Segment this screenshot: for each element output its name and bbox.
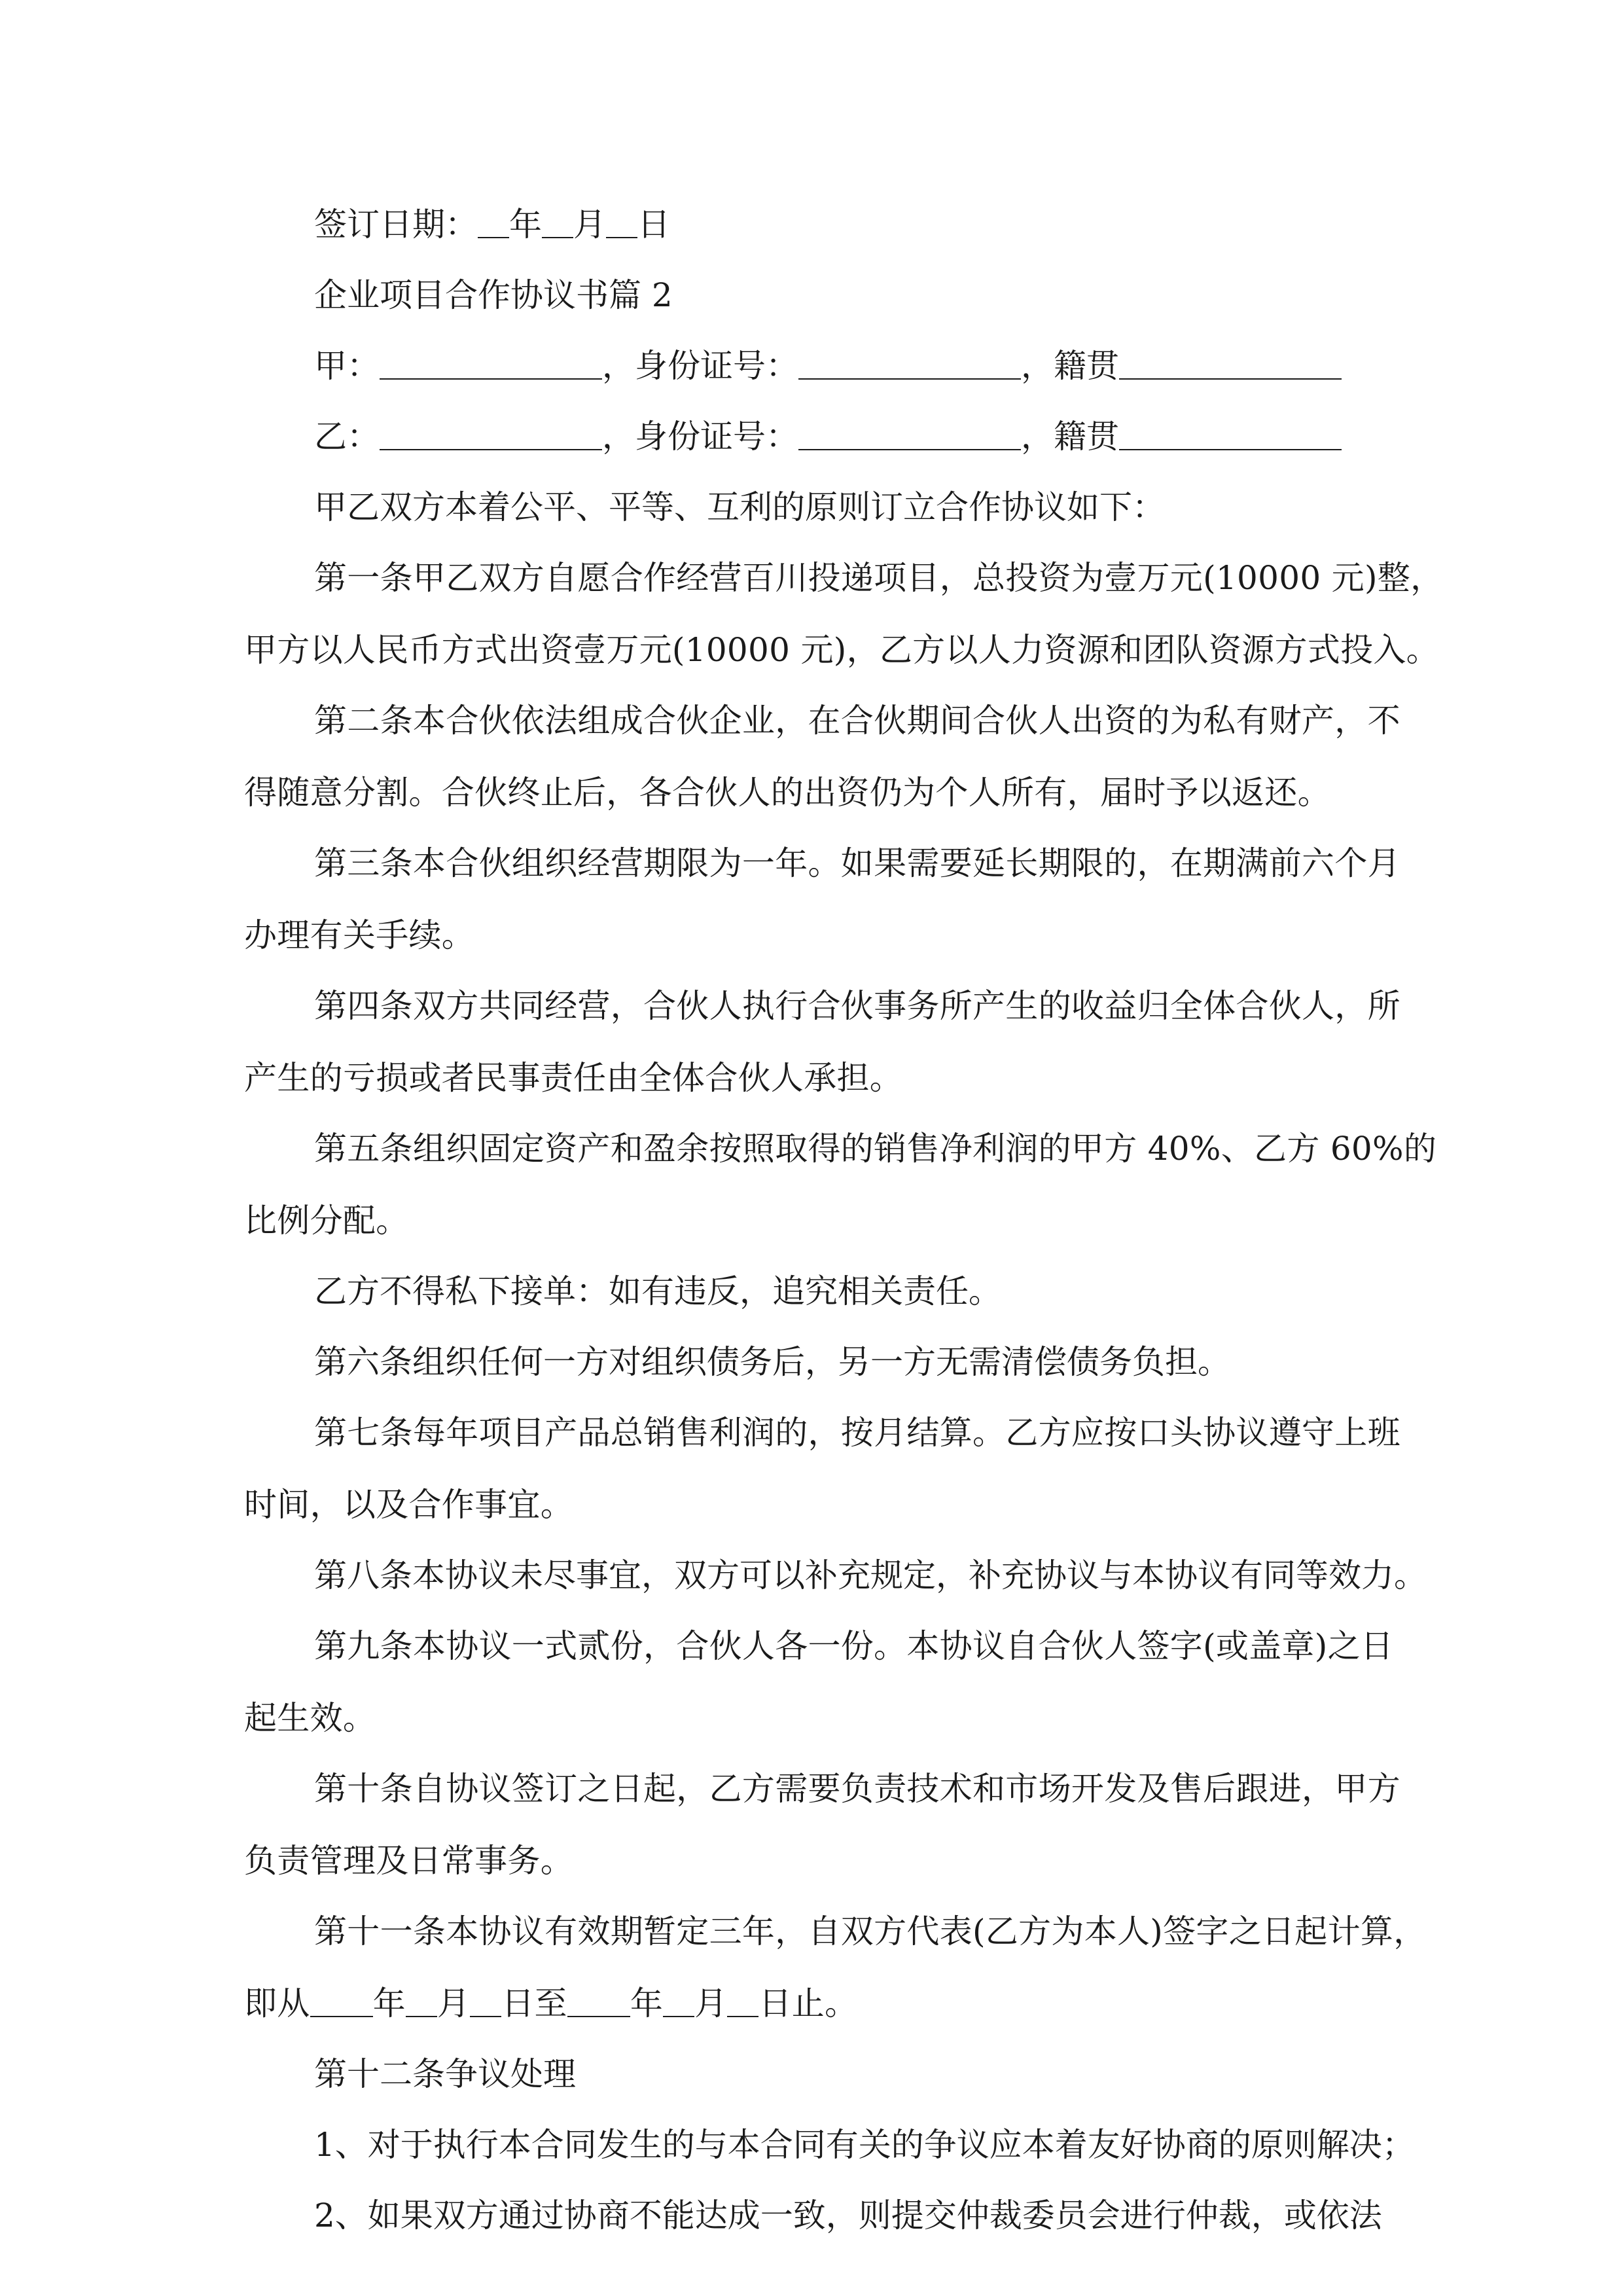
clause-2 xyxy=(244,698,1400,816)
blank-day[interactable] xyxy=(606,202,637,238)
clause-2-line-2: 得随意分割。合伙终止后，各合伙人的出资仍为个人所有，届时予以返还。 xyxy=(244,774,1330,812)
party-a-origin-field[interactable] xyxy=(1119,343,1342,380)
party-a-id-field[interactable] xyxy=(798,343,1021,380)
start-year-field[interactable] xyxy=(310,1981,373,2017)
dispute-item-2: 2、如果双方通过协商不能达成一致，则提交仲裁委员会进行仲裁，或依法 xyxy=(314,2197,1382,2234)
clause-9-line-1: 第九条本协议一式贰份，合伙人各一份。本协议自合伙人签字(或盖章)之日 xyxy=(314,1627,1394,1665)
clause-3 xyxy=(244,840,1400,958)
clause-11 xyxy=(244,1909,1427,2026)
clause-8: 第八条本协议未尽事宜，双方可以补充规定，补充协议与本协议有同等效力。 xyxy=(314,1556,1427,1594)
clause-4 xyxy=(244,983,1400,1101)
party-b-label: 乙： xyxy=(314,418,380,456)
sign-date-year: 年 xyxy=(509,206,542,243)
clause-10 xyxy=(244,1766,1400,1884)
clause-5 xyxy=(244,1126,1437,1244)
clause-11-start-year: 年 xyxy=(372,1984,406,2022)
sign-date-label: 签订日期： xyxy=(314,206,478,243)
party-a-origin-label: ，籍贯 xyxy=(1021,347,1119,385)
clause-7-line-2: 时间，以及合作事宜。 xyxy=(244,1486,573,1524)
start-month-field[interactable] xyxy=(406,1981,437,2017)
clause-5-line-1: 第五条组织固定资产和盈余按照取得的销售净利润的甲方 40%、乙方 60%的 xyxy=(314,1130,1437,1168)
sign-date-day: 日 xyxy=(637,206,670,243)
party-a-id-label: ，身份证号： xyxy=(602,347,798,385)
blank-month[interactable] xyxy=(542,202,573,238)
intro-paragraph: 甲乙双方本着公平、平等、互利的原则订立合作协议如下： xyxy=(314,488,1165,526)
end-year-field[interactable] xyxy=(567,1981,630,2017)
party-b-id-label: ，身份证号： xyxy=(602,418,798,456)
clause-4-line-1: 第四条双方共同经营，合伙人执行合伙事务所产生的收益归全体合伙人，所 xyxy=(314,987,1400,1025)
clause-7-line-1: 第七条每年项目产品总销售利润的，按月结算。乙方应按口头协议遵守上班 xyxy=(314,1414,1400,1452)
clause-11-line-1: 第十一条本协议有效期暂定三年，自双方代表(乙方为本人)签字之日起计算， xyxy=(314,1912,1427,1950)
start-day-field[interactable] xyxy=(470,1981,501,2017)
clause-11-day-to: 日至 xyxy=(501,1984,567,2022)
party-a-label: 甲： xyxy=(314,347,380,385)
sign-date-month: 月 xyxy=(573,206,606,243)
dispute-item-1: 1、对于执行本合同发生的与本合同有关的争议应本着友好协商的原则解决； xyxy=(314,2126,1415,2164)
sign-date-line xyxy=(244,202,1380,247)
clause-3-line-1: 第三条本合伙组织经营期限为一年。如果需要延长期限的，在期满前六个月 xyxy=(314,844,1400,882)
end-month-field[interactable] xyxy=(663,1981,694,2017)
party-b-origin-field[interactable] xyxy=(1119,414,1342,450)
clause-2-line-1: 第二条本合伙依法组成合伙企业，在合伙期间合伙人出资的为私有财产，不 xyxy=(314,702,1400,740)
note-paragraph: 乙方不得私下接单：如有违反，追究相关责任。 xyxy=(314,1272,1001,1310)
clause-6: 第六条组织任何一方对组织债务后，另一方无需清偿债务负担。 xyxy=(314,1343,1230,1381)
clause-7 xyxy=(244,1410,1400,1528)
clause-11-prefix: 即从 xyxy=(244,1984,310,2022)
party-a-name-field[interactable] xyxy=(380,343,602,380)
clause-11-line-2 xyxy=(244,1981,1380,2026)
clause-5-line-2: 比例分配。 xyxy=(244,1202,409,1240)
clause-1 xyxy=(244,555,1444,673)
clause-1-line-2: 甲方以人民币方式出资壹万元(10000 元)，乙方以人力资源和团队资源方式投入。 xyxy=(244,631,1439,669)
party-b-name-field[interactable] xyxy=(380,414,602,450)
clause-3-line-2: 办理有关手续。 xyxy=(244,916,475,954)
clause-10-line-2: 负责管理及日常事务。 xyxy=(244,1842,573,1880)
party-b-origin-label: ，籍贯 xyxy=(1021,418,1119,456)
clause-9 xyxy=(244,1623,1394,1741)
clause-11-day-end: 日止。 xyxy=(758,1984,858,2022)
clause-9-line-2: 起生效。 xyxy=(244,1699,376,1737)
clause-11-end-month: 月 xyxy=(694,1984,728,2022)
end-day-field[interactable] xyxy=(727,1981,758,2017)
clause-12: 第十二条争议处理 xyxy=(314,2055,576,2093)
blank-year[interactable] xyxy=(478,202,509,238)
clause-1-line-1: 第一条甲乙双方自愿合作经营百川投递项目，总投资为壹万元(10000 元)整， xyxy=(314,559,1444,597)
clause-11-end-year: 年 xyxy=(630,1984,664,2022)
clause-11-start-month: 月 xyxy=(437,1984,471,2022)
clause-4-line-2: 产生的亏损或者民事责任由全体合伙人承担。 xyxy=(244,1059,902,1097)
section-heading: 企业项目合作协议书篇 2 xyxy=(314,276,673,314)
party-b-id-field[interactable] xyxy=(798,414,1021,450)
document-body xyxy=(244,202,1444,2263)
clause-10-line-1: 第十条自协议签订之日起，乙方需要负责技术和市场开发及售后跟进，甲方 xyxy=(314,1770,1400,1808)
party-b-line xyxy=(244,414,1380,459)
party-a-line xyxy=(244,343,1380,389)
